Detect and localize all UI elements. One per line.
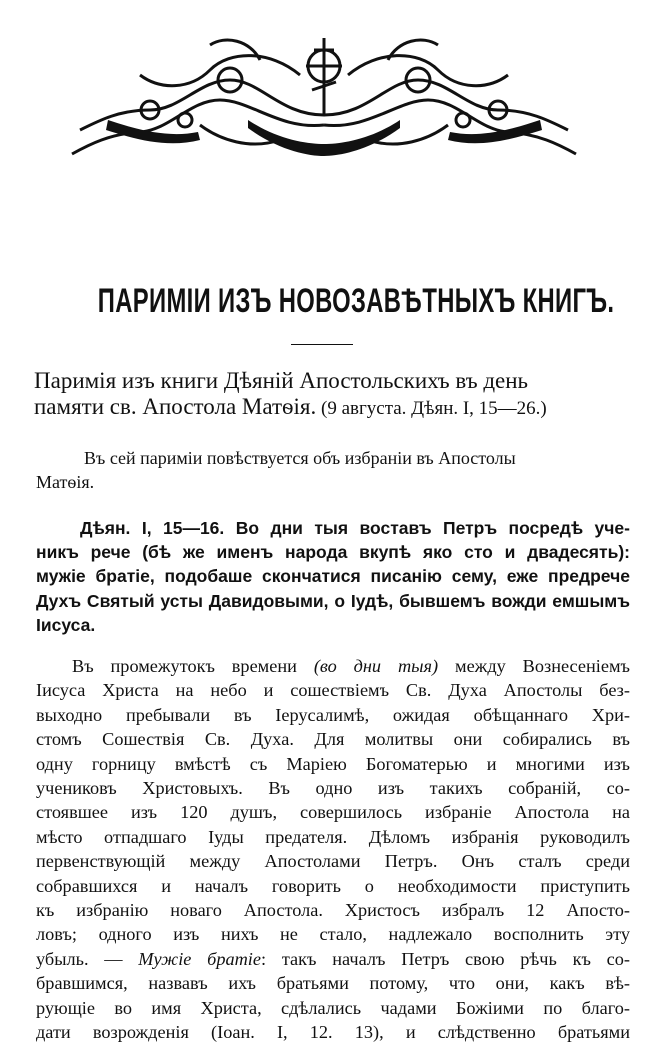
body-line: стомъ Сошествія Св. Духа. Для молитвы они собирались въ [36, 729, 630, 750]
body-line: первенствующій между Апостолами Петръ. Онъ сталъ среди [36, 851, 630, 872]
body-line: собравшихся и началъ говорить о необходимости приступить [36, 875, 630, 896]
italic-phrase: Мужіе братіе [138, 948, 261, 969]
verse-line: Дѣян. I, 15—16. Во дни тыя воставъ Петръ посредѣ уче- [80, 518, 630, 538]
scripture-verse [36, 516, 630, 637]
heading-line-1: Паримія изъ книги Дѣяній Апостольскихъ въ день [34, 368, 529, 393]
body-text-run: Въ промежутокъ времени [72, 656, 314, 676]
body-line [36, 654, 630, 678]
body-text-run: убыль. — [36, 948, 139, 969]
intro-line: Матѳія. [36, 472, 95, 492]
body-text-run: между Вознесеніемъ [438, 656, 630, 676]
title-divider [291, 344, 353, 345]
italic-phrase: (во дни тыя) [313, 656, 439, 676]
body-line: Іисуса Христа на небо и сошествіемъ Св. Духа Апостолы без- [36, 680, 630, 701]
body-line: бравшимся, назвавъ ихъ братьями потому, что они, какъ вѣ- [36, 973, 630, 994]
body-line: учениковъ Христовыхъ. Въ одно изъ такихъ собраній, со- [36, 778, 630, 799]
heading-line-2: памяти св. Апостола Матѳія. [34, 394, 317, 419]
ornamental-headpiece-icon [68, 20, 580, 170]
page-title: ПАРИМІИ ИЗЪ НОВОЗАВѢТНЫХЪ КНИГЪ. [97, 282, 615, 320]
body-line: рующіе во имя Христа, сдѣлались чадами Божіими по благо- [36, 997, 630, 1018]
intro-paragraph [36, 446, 630, 494]
heading-reference: (9 августа. Дѣян. I, 15—26.) [316, 398, 547, 419]
intro-line: Въ сей париміи повѣствуется объ избраніи въ Апостолы [84, 448, 516, 468]
body-line: ловъ; одного изъ нихъ не стало, надлежало восполнить эту [36, 924, 630, 945]
body-line: дати возрожденія (Іоан. I, 12. 13), и слѣдственно братьями [36, 1022, 630, 1043]
verse-line: Іисуса. [36, 614, 96, 635]
body-line [36, 947, 630, 971]
body-text-run: : такъ началъ Петръ свою рѣчь къ со- [261, 948, 630, 969]
verse-line: мужіе братіе, подобаше скончатися писанію сему, еже предрече [36, 566, 630, 587]
section-heading [34, 368, 634, 422]
verse-line: никъ рече (бѣ же именъ народа вкупѣ яко сто и двадесять): [36, 542, 630, 563]
commentary-paragraph [36, 654, 630, 1045]
body-line: къ избранію новаго Апостола. Христосъ избралъ 12 Апосто- [36, 900, 630, 921]
body-line: стоявшее изъ 120 душъ, совершилось избраніе Апостола на [36, 802, 630, 823]
verse-line: Духъ Святый усты Давидовыми, о Іудѣ, бывшемъ вожди емшымъ [36, 590, 630, 611]
body-line: мѣсто отпадшаго Іуды предателя. Дѣломъ избранія руководилъ [36, 826, 630, 847]
body-line: одну горницу вмѣстѣ съ Маріею Богоматерью и многими изъ [36, 753, 630, 774]
body-line: выходно пребывали въ Іерусалимѣ, ожидая обѣщаннаго Хри- [36, 704, 630, 725]
